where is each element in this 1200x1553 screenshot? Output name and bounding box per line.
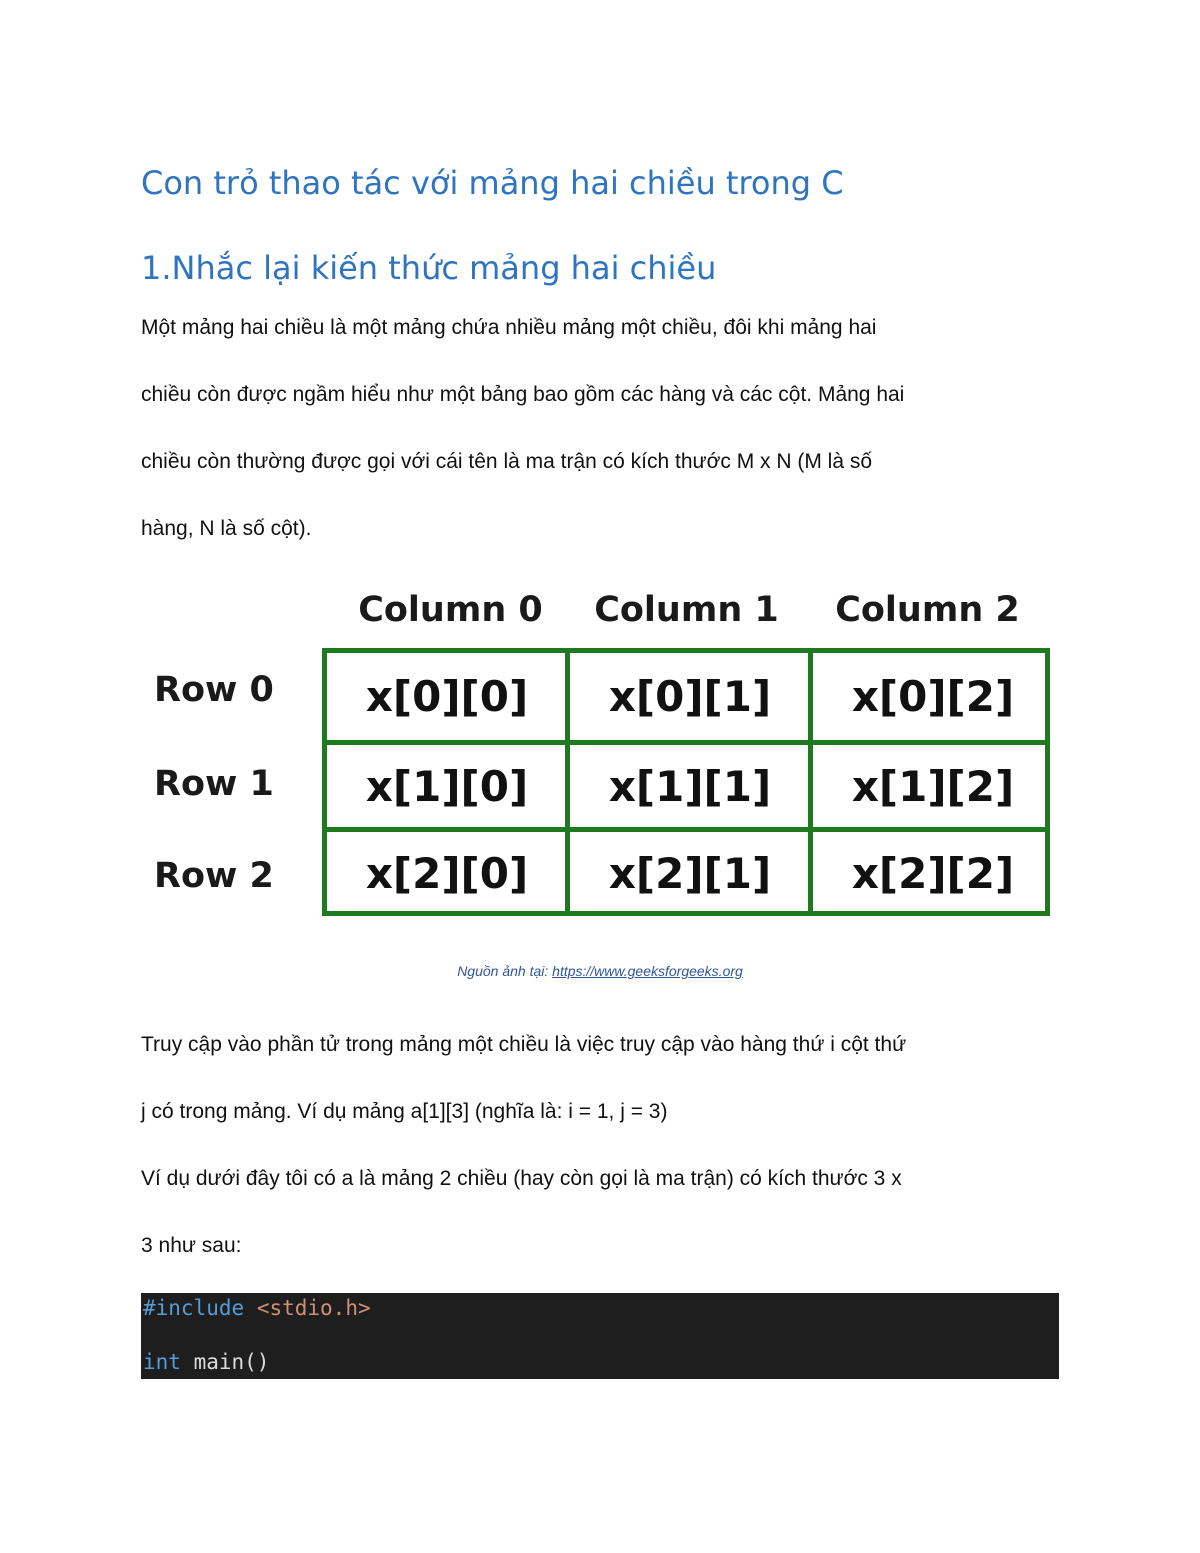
row-header: Row 2 — [154, 856, 274, 896]
column-header: Column 0 — [358, 590, 543, 630]
code-line — [143, 1350, 269, 1374]
array-grid — [322, 648, 1050, 916]
figure-caption — [0, 963, 1200, 979]
code-type: int — [143, 1350, 181, 1374]
paragraph-line: chiều còn được ngầm hiểu như một bảng bao gồm các hàng và các cột. Mảng hai — [141, 383, 905, 406]
column-header: Column 1 — [594, 590, 779, 630]
code-directive: #include — [143, 1296, 245, 1320]
array-cell: x[1][0] — [365, 761, 529, 811]
array-cell: x[0][0] — [365, 671, 529, 721]
array-cell: x[1][2] — [851, 761, 1015, 811]
code-block — [141, 1293, 1059, 1379]
array-cell: x[2][0] — [365, 848, 529, 898]
array-cell: x[0][1] — [608, 671, 772, 721]
paragraph-line: Ví dụ dưới đây tôi có a là mảng 2 chiều (hay còn gọi là ma trận) có kích thước 3 x — [141, 1167, 902, 1190]
row-header: Row 1 — [154, 764, 274, 804]
array-figure — [140, 580, 1070, 940]
array-cell: x[2][1] — [608, 848, 772, 898]
paragraph-line: Truy cập vào phần tử trong mảng một chiều là việc truy cập vào hàng thứ i cột thứ — [141, 1033, 907, 1056]
code-header: <stdio.h> — [256, 1296, 371, 1320]
array-cell: x[1][1] — [608, 761, 772, 811]
paragraph-line: hàng, N là số cột). — [141, 517, 312, 540]
row-header: Row 0 — [154, 670, 274, 710]
paragraph-line: chiều còn thường được gọi với cái tên là ma trận có kích thước M x N (M là số — [141, 450, 873, 473]
code-function: main() — [193, 1350, 270, 1374]
caption-prefix: Nguồn ảnh tại: — [457, 963, 553, 979]
paragraph-line: j có trong mảng. Ví dụ mảng a[1][3] (nghĩa là: i = 1, j = 3) — [141, 1100, 668, 1123]
code-line — [143, 1296, 371, 1320]
document-title: Con trỏ thao tác với mảng hai chiều trong C — [141, 164, 844, 202]
section-heading: 1.Nhắc lại kiến thức mảng hai chiều — [141, 249, 717, 287]
array-cell: x[0][2] — [851, 671, 1015, 721]
paragraph-line: 3 như sau: — [141, 1234, 242, 1257]
paragraph-line: Một mảng hai chiều là một mảng chứa nhiều mảng một chiều, đôi khi mảng hai — [141, 316, 877, 339]
column-header: Column 2 — [835, 590, 1020, 630]
array-cell: x[2][2] — [851, 848, 1015, 898]
source-link[interactable]: https://www.geeksforgeeks.org — [552, 963, 743, 979]
